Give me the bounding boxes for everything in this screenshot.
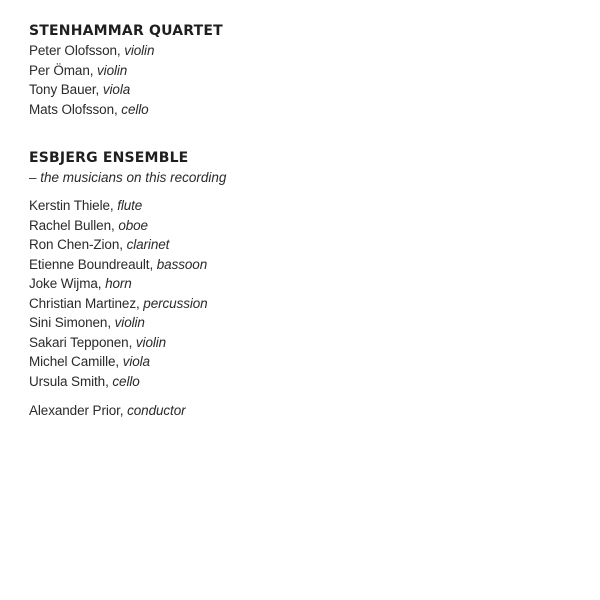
member-role: horn <box>105 276 132 291</box>
member-name: Ursula Smith, <box>29 373 109 389</box>
ensemble-title: ESBJERG ENSEMBLE <box>29 150 189 166</box>
quartet-title: STENHAMMAR QUARTET <box>29 23 223 39</box>
member-name: Per Öman, <box>29 62 94 78</box>
member-role: violin <box>124 43 155 58</box>
member-name: Sini Simonen, <box>29 315 111 330</box>
member-item <box>29 41 569 61</box>
member-role: flute <box>117 198 143 213</box>
member-role: viola <box>102 82 131 97</box>
member-item <box>29 61 569 81</box>
member-role: oboe <box>118 217 148 233</box>
member-name: Christian Martinez, <box>29 295 140 311</box>
member-role: cello <box>112 373 140 389</box>
member-name: Peter Olofsson, <box>29 43 121 58</box>
member-name: Mats Olofsson, <box>29 101 118 117</box>
member-item <box>29 80 569 100</box>
conductor-name: Alexander Prior, <box>29 403 124 418</box>
ensemble-section <box>29 149 569 421</box>
member-role: viola <box>122 354 150 369</box>
member-name: Rachel Bullen, <box>29 217 115 233</box>
quartet-members-list <box>29 41 569 119</box>
member-item <box>29 100 569 120</box>
member-role: bassoon <box>156 256 208 272</box>
member-item <box>29 313 569 333</box>
credits-page <box>29 22 569 421</box>
member-role: violin <box>114 315 145 330</box>
member-role: cello <box>121 101 149 117</box>
member-item <box>29 352 569 372</box>
quartet-section <box>29 22 569 119</box>
member-item <box>29 333 569 353</box>
member-name: Etienne Boundreault, <box>29 256 154 272</box>
member-item <box>29 235 569 255</box>
ensemble-subtitle: – the musicians on this recording <box>29 170 227 185</box>
member-role: percussion <box>143 295 208 311</box>
ensemble-members-list <box>29 196 569 391</box>
member-item <box>29 216 569 236</box>
member-item <box>29 294 569 314</box>
member-item <box>29 372 569 392</box>
conductor-line <box>29 401 569 421</box>
member-name: Kerstin Thiele, <box>29 198 114 213</box>
member-name: Michel Camille, <box>29 354 120 369</box>
member-role: clarinet <box>126 237 170 252</box>
member-item <box>29 255 569 275</box>
member-name: Sakari Tepponen, <box>29 334 133 350</box>
member-name: Tony Bauer, <box>29 82 100 97</box>
member-item <box>29 196 569 216</box>
member-name: Joke Wijma, <box>29 276 102 291</box>
conductor-item <box>29 401 569 421</box>
member-item <box>29 274 569 294</box>
member-role: violin <box>135 334 167 350</box>
conductor-role: conductor <box>127 403 186 418</box>
member-role: violin <box>97 62 128 78</box>
member-name: Ron Chen-Zion, <box>29 237 123 252</box>
